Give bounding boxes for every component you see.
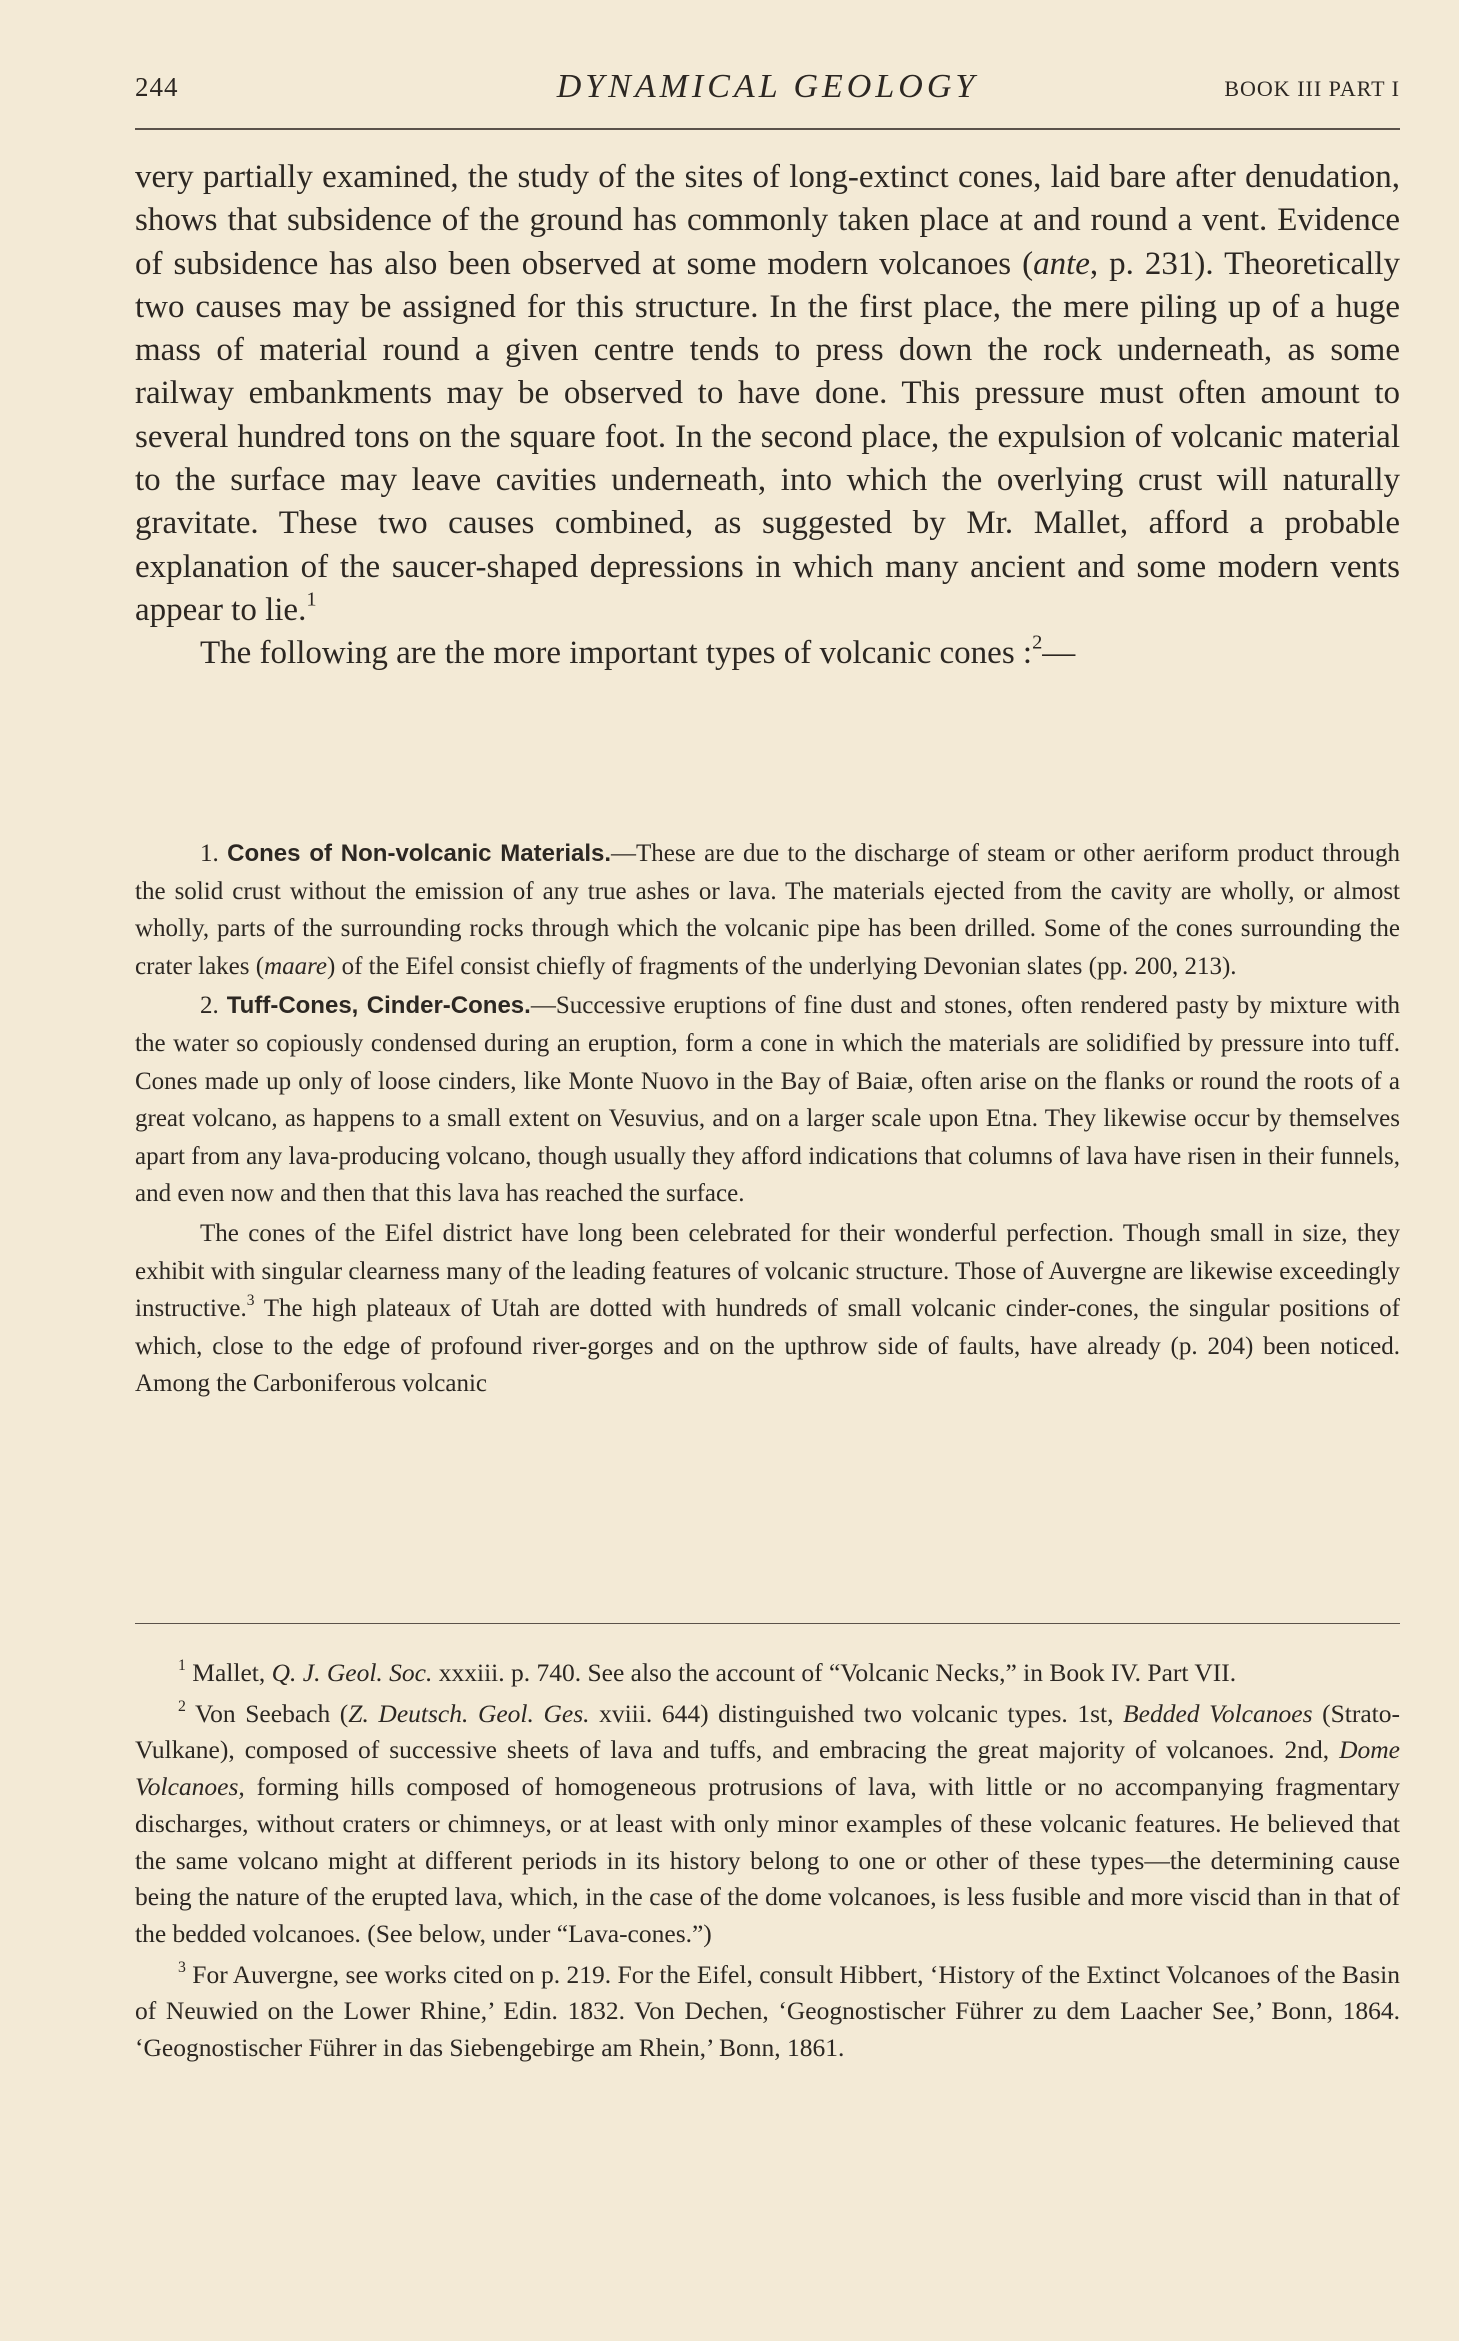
running-header	[135, 68, 1400, 112]
running-title: DYNAMICAL GEOLOGY	[556, 68, 979, 105]
type-1-paragraph: 1. Cones of Non-volcanic Materials.—These are due to the discharge of steam or other aeriform product through the solid crust without the emission of any true ashes or lava. The materials ejected from the cavity are wholly, or almost wholly, parts of the surrounding rocks through which the volcanic pipe has been drilled. Some of the cones surrounding the crater lakes (maare) of the Eifel consist chiefly of fragments of the underlying Devonian slates (pp. 200, 213).	[135, 840, 1400, 980]
paragraph-subsidence: very partially examined, the study of the sites of long-extinct cones, laid bare after denudation, shows that subsidence of the ground has commonly taken place at and round a vent. Evidence of subsidence has also been observed at some modern volcanoes (ante, p. 231). Theoretically two causes may be assigned for this structure. In the first place, the mere piling up of a huge mass of material round a given centre tends to press down the rock underneath, as some railway embankments may be observed to have done. This pressure must often amount to several hundred tons on the square foot. In the second place, the expulsion of volcanic material to the surface may leave cavities underneath, into which the overlying crust will naturally gravitate. These two causes combined, as suggested by Mr. Mallet, afford a probable explanation of the saucer-shaped depressions in which many ancient and some modern vents appear to lie.$^1$	[135, 159, 1400, 628]
page-number: 244	[135, 72, 179, 102]
eifel-paragraph: The cones of the Eifel district have long been celebrated for their wonderful perfection. Though small in size, they exhibit with singular clearness many of the leading features of volcanic structure. Those of Auvergne are likewise exceedingly instructive.$^3$ The high plateaux of Utah are dotted with hundreds of small volcanic cinder-cones, the singular positions of which, close to the edge of profound river-gorges and on the upthrow side of faults, have already (p. 204) been noticed. Among the Carboniferous volcanic	[135, 1219, 1400, 1398]
book-part-label: BOOK III PART I	[1224, 76, 1400, 101]
footnote-ref-2[interactable]: 2	[1032, 631, 1043, 654]
maare-term: maare	[264, 952, 328, 980]
footnotes	[135, 1655, 1400, 2067]
type-2-paragraph: 2. Tuff-Cones, Cinder-Cones.—Successive eruptions of fine dust and stones, often rendered pasty by mixture with the water so copiously condensed during an eruption, form a cone in which the materials are solidified by pressure into tuff. Cones made up only of loose cinders, like Monte Nuovo in the Bay of Baiæ, often arise on the flanks or round the roots of a great volcano, as happens to a small extent on Vesuvius, and on a larger scale upon Etna. They likewise occur by themselves apart from any lava-producing volcano, though usually they afford indications that columns of lava have risen in their funnels, and even now and then that this lava has reached the surface.	[135, 992, 1401, 1208]
type-1-heading: Cones of Non-volcanic Materials.	[227, 840, 612, 867]
footnote-rule	[135, 1623, 1400, 1624]
footnote-1: $^1$ Mallet, Q. J. Geol. Soc. xxxiii. p. 740. See also the account of “Volcanic Necks,” in Book IV. Part VII.	[178, 1656, 1237, 1687]
footnote-ref-1[interactable]: 1	[306, 588, 317, 611]
footnote-3: $^3$ For Auvergne, see works cited on p. 219. For the Eifel, consult Hibbert, ‘History of the Extinct Volcanoes of the Basin of Neuwied on the Lower Rhine,’ Edin. 1832. Von Dechen, ‘Geognostischer Führer zu dem Laacher See,’ Bonn, 1864. ‘Geognostischer Führer in das Siebengebirge am Rhein,’ Bonn, 1861.	[135, 1958, 1400, 2063]
footnote-2-number: 2	[178, 1697, 186, 1715]
footnote-ref-3[interactable]: 3	[246, 1292, 255, 1310]
main-text	[135, 156, 1400, 676]
cone-types-section	[135, 835, 1400, 1403]
type-2-heading: Tuff-Cones, Cinder-Cones.	[226, 992, 531, 1020]
footnote-1-number: 1	[178, 1656, 186, 1674]
footnote-3-number: 3	[178, 1958, 186, 1976]
header-rule	[135, 128, 1400, 130]
ante-term: ante	[1033, 245, 1090, 282]
paragraph-types-intro: The following are the more important types of volcanic cones :$^2$—	[200, 631, 1076, 672]
footnote-2: $^2$ Von Seebach (Z. Deutsch. Geol. Ges. xviii. 644) distinguished two volcanic types. 1st, Bedded Volcanoes (Strato-Vulkane), composed of successive sheets of lava and tuffs, and embracing the great majority of volcanoes. 2nd, Dome Volcanoes, forming hills composed of homogeneous protrusions of lava, with little or no accompanying fragmentary discharges, without craters or chimneys, or at least with only minor examples of these volcanic features. He believed that the same volcano might at different periods in its history belong to one or other of these types—the determining cause being the nature of the erupted lava, which, in the case of the dome volcanoes, is less fusible and more viscid than in that of the bedded volcanoes. (See below, under “Lava-cones.”)	[135, 1697, 1400, 1948]
